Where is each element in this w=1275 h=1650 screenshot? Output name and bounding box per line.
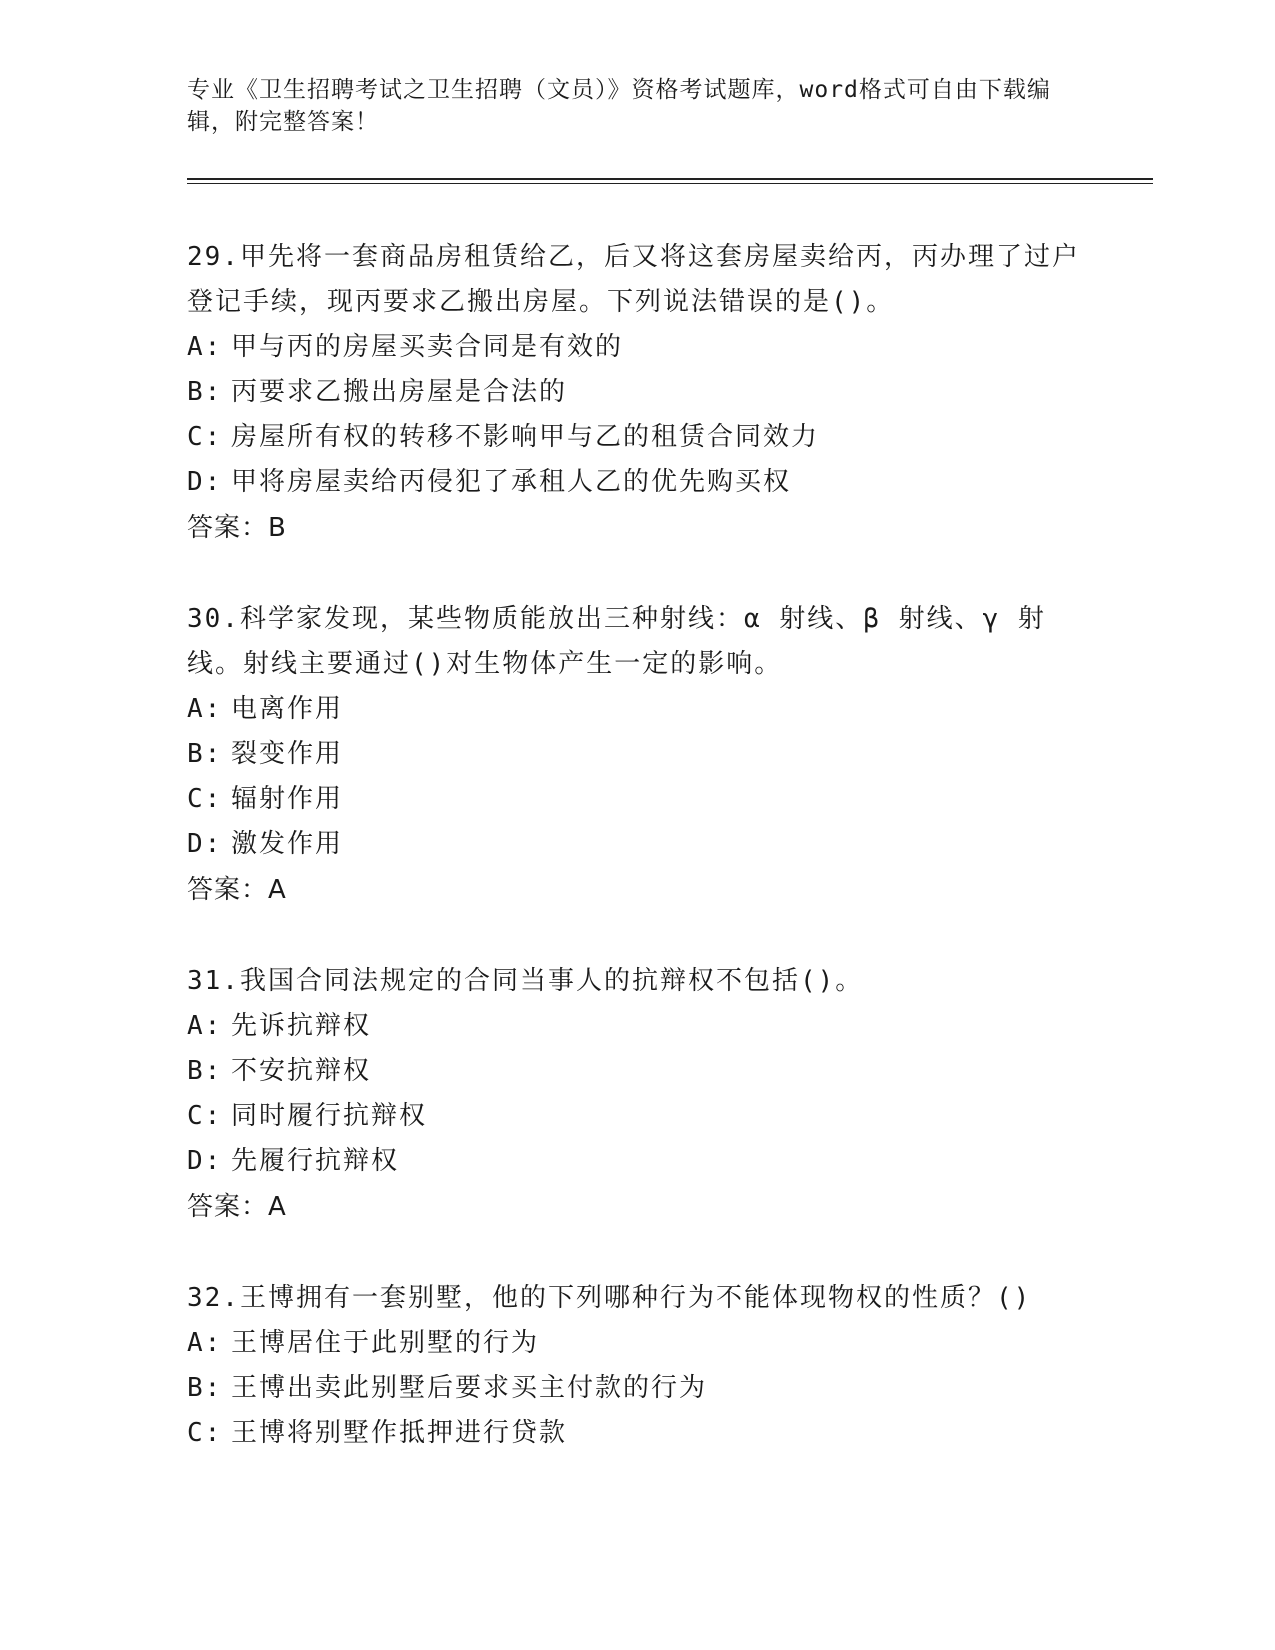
- option-key: C:: [187, 422, 223, 452]
- option-text: 王博将别墅作抵押进行贷款: [231, 1418, 568, 1448]
- option-key: C:: [187, 784, 223, 814]
- option-key: B:: [187, 739, 223, 769]
- answer-option: [187, 1321, 1087, 1366]
- answer-option: [187, 1366, 1087, 1411]
- question-number: 30.: [187, 604, 240, 634]
- answer-label: 答案：: [187, 1192, 269, 1222]
- answer-option: [187, 732, 1087, 777]
- question-text: 科学家发现，某些物质能放出三种射线：α 射线、β 射线、γ 射线。射线主要通过()对生物体产生一定的影响。: [187, 604, 1046, 679]
- question-list: [187, 235, 1087, 1502]
- answer-value: A: [268, 1192, 287, 1222]
- answer-option: [187, 1094, 1087, 1139]
- option-text: 激发作用: [231, 829, 344, 859]
- question-text: 王博拥有一套别墅，他的下列哪种行为不能体现物权的性质？(): [239, 1283, 1032, 1313]
- option-key: A:: [187, 332, 223, 362]
- question-stem: [187, 235, 1087, 325]
- option-text: 房屋所有权的转移不影响甲与乙的租赁合同效力: [231, 422, 820, 452]
- option-key: A:: [187, 1011, 223, 1041]
- answer-value: A: [268, 875, 287, 905]
- option-key: D:: [187, 829, 223, 859]
- option-text: 先履行抗辩权: [231, 1146, 400, 1176]
- question-stem: [187, 959, 1087, 1004]
- answer-label: 答案：: [187, 875, 269, 905]
- question-block: [187, 1276, 1087, 1456]
- answer-line: [187, 867, 1087, 913]
- option-key: D:: [187, 467, 223, 497]
- option-key: A:: [187, 1328, 223, 1358]
- answer-option: [187, 1411, 1087, 1456]
- option-key: C:: [187, 1418, 223, 1448]
- document-header: 专业《卫生招聘考试之卫生招聘（文员）》资格考试题库，word格式可自由下载编辑，附完整答案！: [187, 77, 1051, 135]
- question-block: [187, 597, 1087, 913]
- question-stem: [187, 1276, 1087, 1321]
- option-text: 甲与丙的房屋买卖合同是有效的: [231, 332, 624, 362]
- header-rule-thick: [187, 178, 1153, 180]
- option-text: 先诉抗辩权: [231, 1011, 372, 1041]
- option-text: 王博出卖此别墅后要求买主付款的行为: [231, 1373, 708, 1403]
- option-key: B:: [187, 377, 223, 407]
- question-number: 29.: [187, 242, 240, 272]
- option-key: B:: [187, 1373, 223, 1403]
- question-block: [187, 959, 1087, 1230]
- header-rule-thin: [187, 183, 1153, 184]
- question-text: 甲先将一套商品房租赁给乙，后又将这套房屋卖给丙，丙办理了过户登记手续，现丙要求乙搬出房屋。下列说法错误的是()。: [187, 242, 1080, 317]
- option-text: 裂变作用: [231, 739, 344, 769]
- question-block: [187, 235, 1087, 551]
- answer-option: [187, 822, 1087, 867]
- option-text: 甲将房屋卖给丙侵犯了承租人乙的优先购买权: [231, 467, 792, 497]
- question-number: 32.: [187, 1283, 240, 1313]
- option-key: A:: [187, 694, 223, 724]
- answer-label: 答案：: [187, 513, 269, 543]
- option-text: 不安抗辩权: [231, 1056, 372, 1086]
- option-key: B:: [187, 1056, 223, 1086]
- question-number: 31.: [187, 966, 240, 996]
- option-text: 丙要求乙搬出房屋是合法的: [231, 377, 568, 407]
- option-text: 电离作用: [231, 694, 344, 724]
- answer-line: [187, 505, 1087, 551]
- answer-option: [187, 1139, 1087, 1184]
- answer-line: [187, 1184, 1087, 1230]
- answer-option: [187, 1049, 1087, 1094]
- answer-option: [187, 1004, 1087, 1049]
- question-text: 我国合同法规定的合同当事人的抗辩权不包括()。: [239, 966, 864, 996]
- option-key: C:: [187, 1101, 223, 1131]
- answer-option: [187, 777, 1087, 822]
- answer-option: [187, 325, 1087, 370]
- option-text: 同时履行抗辩权: [231, 1101, 428, 1131]
- answer-option: [187, 415, 1087, 460]
- answer-value: B: [268, 513, 287, 543]
- option-text: 王博居住于此别墅的行为: [231, 1328, 540, 1358]
- answer-option: [187, 370, 1087, 415]
- question-stem: [187, 597, 1087, 687]
- option-key: D:: [187, 1146, 223, 1176]
- answer-option: [187, 687, 1087, 732]
- option-text: 辐射作用: [231, 784, 344, 814]
- answer-option: [187, 460, 1087, 505]
